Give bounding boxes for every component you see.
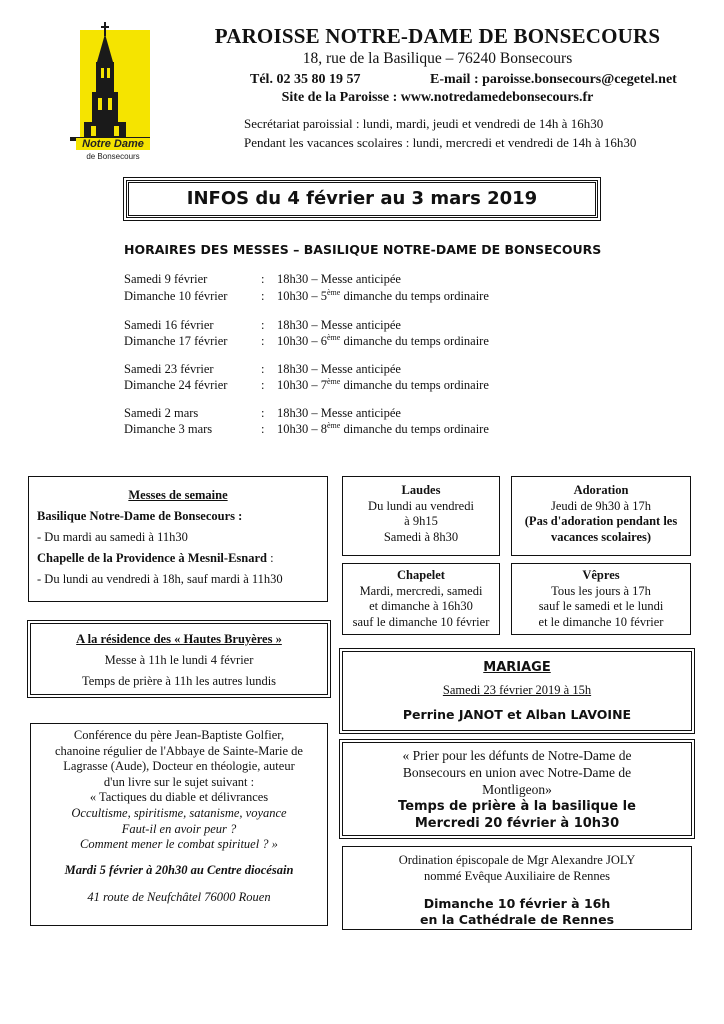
chapelet-title: Chapelet — [397, 568, 445, 582]
parish-website: Site de la Paroisse : www.notredamedebonsecours.fr — [281, 90, 594, 105]
mariage-names: Perrine JANOT et Alban LAVOINE — [402, 707, 632, 722]
logo-text: Notre Dame — [76, 138, 150, 150]
ordination-line: nommé Evêque Auxiliaire de Rennes — [423, 868, 611, 883]
residence-title: A la résidence des « Hautes Bruyères » — [76, 632, 282, 646]
conference-line: Occultisme, spiritisme, satanisme, voyance — [71, 805, 287, 820]
vepres-line: Tous les jours à 17h — [551, 583, 651, 598]
schedule-day: Dimanche 10 février — [124, 289, 228, 303]
mariage-date: Samedi 23 février 2019 à 15h — [442, 683, 592, 697]
parish-title: PAROISSE NOTRE-DAME DE BONSECOURS — [214, 24, 661, 48]
adoration-title: Adoration — [573, 483, 629, 497]
vepres-line: sauf le samedi et le lundi — [538, 599, 664, 613]
vepres-line: et le dimanche 10 février — [538, 614, 664, 629]
ordination-box — [342, 846, 692, 930]
laudes-box — [342, 476, 500, 556]
adoration-note: vacances scolaires) — [550, 529, 652, 544]
priere-box — [342, 742, 692, 836]
secretariat-hours: Secrétariat paroissial : lundi, mardi, jeudi et vendredi de 14h à 16h30 — [244, 116, 604, 131]
residence-line: Messe à 11h le lundi 4 février — [104, 653, 254, 667]
residence-box — [30, 623, 328, 695]
chapelet-line: Mardi, mercredi, samedi — [359, 583, 483, 598]
conference-line: chanoine régulier de l'Abbaye de Sainte-Marie de — [55, 743, 303, 758]
conference-date: Mardi 5 février à 20h30 au Centre diocésain — [64, 862, 294, 877]
chapelet-line: et dimanche à 16h30 — [369, 599, 473, 613]
priere-line: Bonsecours en union avec Notre-Dame de — [402, 765, 632, 780]
infos-title: INFOS du 4 février au 3 mars 2019 — [186, 188, 538, 209]
schedule-time: 18h30 – Messe anticipée — [277, 406, 401, 420]
holiday-hours: Pendant les vacances scolaires : lundi, mercredi et vendredi de 14h à 16h30 — [244, 135, 637, 150]
conference-line: Faut-il en avoir peur ? — [121, 821, 237, 836]
schedule-time: 10h30 – 7ème dimanche du temps ordinaire — [277, 376, 489, 392]
chapelle-line: Chapelle de la Providence à Mesnil-Esnard : — [37, 551, 274, 565]
chapelle-hours: - Du lundi au vendredi à 18h, sauf mardi à 11h30 — [37, 572, 283, 586]
colon: : — [261, 289, 265, 303]
priere-time: Temps de prière à la basilique le — [398, 799, 636, 814]
schedule-day: Samedi 23 février — [124, 362, 214, 376]
parish-logo — [66, 22, 150, 162]
parish-email: E-mail : paroisse.bonsecours@cegetel.net — [430, 72, 677, 87]
laudes-line: Du lundi au vendredi — [368, 498, 474, 513]
basilique-hours: - Du mardi au samedi à 11h30 — [37, 530, 188, 544]
laudes-line: Samedi à 8h30 — [383, 529, 459, 544]
logo-subtext: de Bonsecours — [86, 152, 140, 161]
ordination-place: en la Cathédrale de Rennes — [419, 911, 615, 927]
parish-address: 18, rue de la Basilique – 76240 Bonsecours — [302, 50, 573, 67]
mariage-box — [342, 651, 692, 731]
chapelet-line: sauf le dimanche 10 février — [352, 614, 490, 629]
horaires-heading: HORAIRES DES MESSES – BASILIQUE NOTRE-DAME DE BONSECOURS — [124, 242, 602, 257]
conference-line: Conférence du père Jean-Baptiste Golfier, — [73, 728, 285, 742]
colon: : — [261, 334, 265, 348]
schedule-day: Samedi 9 février — [124, 272, 208, 286]
conference-line: Comment mener le combat spirituel ? » — [80, 837, 278, 852]
chapelet-box — [342, 563, 500, 635]
mariage-title: MARIAGE — [483, 660, 551, 675]
infos-banner — [126, 180, 598, 218]
schedule-time: 10h30 – 8ème dimanche du temps ordinaire — [277, 420, 489, 436]
schedule-day: Dimanche 3 mars — [124, 422, 213, 436]
priere-date: Mercredi 20 février à 10h30 — [414, 816, 620, 831]
vepres-box — [511, 563, 691, 635]
vepres-title: Vêpres — [582, 568, 620, 582]
parish-phone: Tél. 02 35 80 19 57 — [250, 72, 361, 87]
adoration-box — [511, 476, 691, 556]
schedule-day: Dimanche 24 février — [124, 378, 228, 392]
laudes-title: Laudes — [401, 483, 441, 497]
conference-box — [30, 723, 328, 926]
conference-location: 41 route de Neufchâtel 76000 Rouen — [87, 890, 271, 905]
adoration-note: (Pas d'adoration pendant les — [524, 514, 678, 528]
weekday-masses-title: Messes de semaine — [128, 488, 228, 502]
conference-line: d'un livre sur le sujet suivant : — [103, 774, 255, 789]
colon: : — [261, 406, 265, 420]
conference-line: « Tactiques du diable et délivrances — [89, 790, 269, 805]
priere-line: Montligeon» — [482, 782, 552, 797]
residence-line: Temps de prière à 11h les autres lundis — [81, 674, 277, 688]
colon: : — [261, 362, 265, 376]
ordination-date: Dimanche 10 février à 16h — [423, 896, 611, 912]
priere-line: « Prier pour les défunts de Notre-Dame de — [402, 748, 632, 763]
colon: : — [261, 318, 265, 332]
colon: : — [261, 422, 265, 436]
conference-line: Lagrasse (Aude), Docteur en théologie, auteur — [63, 759, 295, 774]
ordination-line: Ordination épiscopale de Mgr Alexandre JOLY — [398, 853, 636, 867]
schedule-day: Samedi 2 mars — [124, 406, 199, 420]
schedule-time: 18h30 – Messe anticipée — [277, 318, 401, 332]
schedule-day: Samedi 16 février — [124, 318, 214, 332]
schedule-day: Dimanche 17 février — [124, 334, 228, 348]
adoration-line: Jeudi de 9h30 à 17h — [551, 498, 651, 513]
schedule-time: 18h30 – Messe anticipée — [277, 272, 401, 286]
laudes-line: à 9h15 — [404, 514, 438, 528]
colon: : — [261, 378, 265, 392]
schedule-time: 10h30 – 5ème dimanche du temps ordinaire — [277, 287, 489, 303]
weekday-masses-box — [28, 476, 328, 602]
schedule-time: 10h30 – 6ème dimanche du temps ordinaire — [277, 332, 489, 348]
basilique-label: Basilique Notre-Dame de Bonsecours : — [37, 509, 243, 523]
colon: : — [261, 272, 265, 286]
schedule-time: 18h30 – Messe anticipée — [277, 362, 401, 376]
